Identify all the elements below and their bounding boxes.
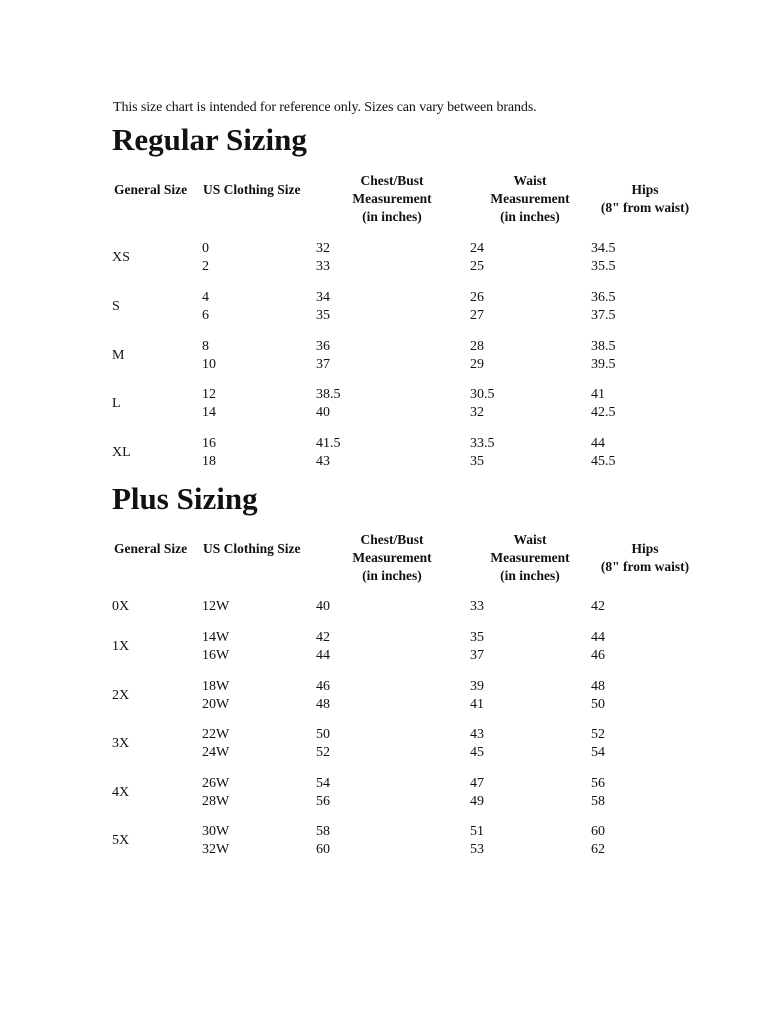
us-cell: [202, 629, 229, 665]
header-waist-line: Waist: [513, 532, 547, 547]
chest-value: 40: [316, 405, 330, 420]
chest-cell: [316, 726, 330, 762]
header-waist-line: Measurement: [490, 191, 570, 206]
hips-value: 36.5: [591, 290, 616, 305]
chest-cell: [316, 598, 330, 616]
us-value: 20W: [202, 697, 230, 712]
waist-value: 41: [470, 697, 484, 712]
general-size-cell: M: [112, 348, 125, 363]
regular-sizing-title: Regular Sizing: [112, 122, 307, 157]
header-hips: [590, 540, 700, 576]
us-value: 30W: [202, 824, 230, 839]
us-value: 12W: [202, 599, 230, 614]
hips-value: 41: [591, 387, 605, 402]
header-general-size: General Size: [114, 182, 188, 197]
waist-value: 26: [470, 290, 484, 305]
us-cell: [202, 598, 229, 616]
header-hips-line: (8" from waist): [600, 200, 690, 215]
chest-value: 50: [316, 727, 330, 742]
hips-cell: [591, 629, 605, 665]
general-size-cell: L: [112, 396, 121, 411]
waist-value: 29: [470, 357, 484, 372]
chest-value: 60: [316, 842, 330, 857]
waist-cell: [470, 726, 484, 762]
us-value: 28W: [202, 794, 230, 809]
hips-cell: [591, 338, 616, 374]
us-value: 4: [202, 290, 209, 305]
header-chest-bust-line: (in inches): [362, 568, 422, 583]
hips-value: 46: [591, 648, 605, 663]
waist-cell: [470, 823, 484, 859]
us-value: 12: [202, 387, 216, 402]
hips-value: 34.5: [591, 241, 616, 256]
waist-value: 39: [470, 679, 484, 694]
waist-cell: [470, 435, 495, 471]
hips-cell: [591, 678, 605, 714]
hips-value: 42.5: [591, 405, 616, 420]
header-waist-line: Measurement: [490, 550, 570, 565]
chest-cell: [316, 289, 330, 325]
us-value: 10: [202, 357, 216, 372]
us-cell: [202, 289, 209, 325]
hips-value: 44: [591, 630, 605, 645]
chest-value: 48: [316, 697, 330, 712]
waist-cell: [470, 338, 484, 374]
hips-value: 37.5: [591, 308, 616, 323]
waist-value: 33.5: [470, 436, 495, 451]
us-value: 16: [202, 436, 216, 451]
general-size-cell: 2X: [112, 688, 130, 703]
waist-value: 32: [470, 405, 484, 420]
hips-value: 45.5: [591, 454, 616, 469]
waist-value: 51: [470, 824, 484, 839]
chest-value: 58: [316, 824, 330, 839]
header-waist: [478, 172, 582, 226]
chest-value: 37: [316, 357, 330, 372]
chest-cell: [316, 629, 330, 665]
header-chest-bust-line: Chest/Bust: [360, 173, 424, 188]
general-size-cell: 0X: [112, 599, 130, 614]
waist-value: 45: [470, 745, 484, 760]
hips-value: 38.5: [591, 339, 616, 354]
us-value: 18: [202, 454, 216, 469]
us-cell: [202, 338, 216, 374]
header-chest-bust-line: Measurement: [352, 550, 432, 565]
chest-value: 40: [316, 599, 330, 614]
waist-value: 43: [470, 727, 484, 742]
chest-value: 46: [316, 679, 330, 694]
intro-text: This size chart is intended for reference only. Sizes can vary between brands.: [113, 100, 537, 115]
header-general-size: General Size: [114, 541, 188, 556]
chest-value: 54: [316, 776, 330, 791]
general-size-cell: S: [112, 299, 120, 314]
us-value: 24W: [202, 745, 230, 760]
us-value: 0: [202, 241, 209, 256]
us-cell: [202, 386, 216, 422]
hips-value: 50: [591, 697, 605, 712]
chest-cell: [316, 386, 341, 422]
header-chest-bust-line: Chest/Bust: [360, 532, 424, 547]
hips-value: 35.5: [591, 259, 616, 274]
waist-cell: [470, 386, 495, 422]
header-us-clothing-size: US Clothing Size: [203, 541, 301, 556]
us-value: 32W: [202, 842, 230, 857]
us-value: 14W: [202, 630, 230, 645]
header-hips-line: Hips: [631, 182, 659, 197]
hips-cell: [591, 823, 605, 859]
us-value: 8: [202, 339, 209, 354]
chest-cell: [316, 678, 330, 714]
plus-sizing-title: Plus Sizing: [112, 481, 258, 516]
chest-cell: [316, 435, 341, 471]
waist-value: 49: [470, 794, 484, 809]
waist-value: 53: [470, 842, 484, 857]
hips-value: 48: [591, 679, 605, 694]
waist-value: 37: [470, 648, 484, 663]
general-size-cell: 4X: [112, 785, 130, 800]
general-size-cell: 5X: [112, 833, 130, 848]
chest-cell: [316, 775, 330, 811]
waist-cell: [470, 289, 484, 325]
us-cell: [202, 435, 216, 471]
chest-cell: [316, 240, 330, 276]
chest-value: 33: [316, 259, 330, 274]
hips-value: 52: [591, 727, 605, 742]
waist-value: 35: [470, 454, 484, 469]
hips-cell: [591, 726, 605, 762]
header-waist: [478, 531, 582, 585]
chest-value: 52: [316, 745, 330, 760]
waist-value: 24: [470, 241, 484, 256]
general-size-cell: XL: [112, 445, 131, 460]
hips-cell: [591, 289, 616, 325]
waist-cell: [470, 240, 484, 276]
waist-value: 28: [470, 339, 484, 354]
waist-cell: [470, 775, 484, 811]
chest-value: 56: [316, 794, 330, 809]
header-chest-bust-line: (in inches): [362, 209, 422, 224]
hips-cell: [591, 775, 605, 811]
header-waist-line: (in inches): [500, 209, 560, 224]
chest-value: 43: [316, 454, 330, 469]
header-waist-line: Waist: [513, 173, 547, 188]
waist-cell: [470, 598, 484, 616]
waist-cell: [470, 629, 484, 665]
waist-value: 25: [470, 259, 484, 274]
general-size-cell: 3X: [112, 736, 130, 751]
hips-value: 39.5: [591, 357, 616, 372]
chest-value: 38.5: [316, 387, 341, 402]
us-cell: [202, 775, 229, 811]
general-size-cell: 1X: [112, 639, 130, 654]
us-value: 26W: [202, 776, 230, 791]
us-value: 14: [202, 405, 216, 420]
header-us-clothing-size: US Clothing Size: [203, 182, 301, 197]
header-hips-line: (8" from waist): [600, 559, 690, 574]
chest-cell: [316, 823, 330, 859]
us-value: 2: [202, 259, 209, 274]
waist-value: 27: [470, 308, 484, 323]
header-waist-line: (in inches): [500, 568, 560, 583]
waist-value: 30.5: [470, 387, 495, 402]
hips-cell: [591, 598, 605, 616]
hips-value: 42: [591, 599, 605, 614]
chest-value: 42: [316, 630, 330, 645]
us-cell: [202, 726, 229, 762]
general-size-cell: XS: [112, 250, 130, 265]
hips-cell: [591, 435, 616, 471]
chest-cell: [316, 338, 330, 374]
hips-value: 58: [591, 794, 605, 809]
us-value: 16W: [202, 648, 230, 663]
header-chest-bust: [340, 172, 444, 226]
hips-value: 54: [591, 745, 605, 760]
hips-value: 56: [591, 776, 605, 791]
chest-value: 36: [316, 339, 330, 354]
waist-cell: [470, 678, 484, 714]
us-cell: [202, 823, 229, 859]
hips-cell: [591, 240, 616, 276]
chest-value: 35: [316, 308, 330, 323]
us-value: 18W: [202, 679, 230, 694]
us-cell: [202, 240, 209, 276]
waist-value: 47: [470, 776, 484, 791]
hips-value: 62: [591, 842, 605, 857]
header-chest-bust-line: Measurement: [352, 191, 432, 206]
us-value: 22W: [202, 727, 230, 742]
header-hips-line: Hips: [631, 541, 659, 556]
header-hips: [590, 181, 700, 217]
us-cell: [202, 678, 229, 714]
us-value: 6: [202, 308, 209, 323]
hips-value: 60: [591, 824, 605, 839]
hips-value: 44: [591, 436, 605, 451]
waist-value: 35: [470, 630, 484, 645]
chest-value: 44: [316, 648, 330, 663]
header-chest-bust: [340, 531, 444, 585]
chest-value: 34: [316, 290, 330, 305]
hips-cell: [591, 386, 616, 422]
waist-value: 33: [470, 599, 484, 614]
chest-value: 41.5: [316, 436, 341, 451]
chest-value: 32: [316, 241, 330, 256]
